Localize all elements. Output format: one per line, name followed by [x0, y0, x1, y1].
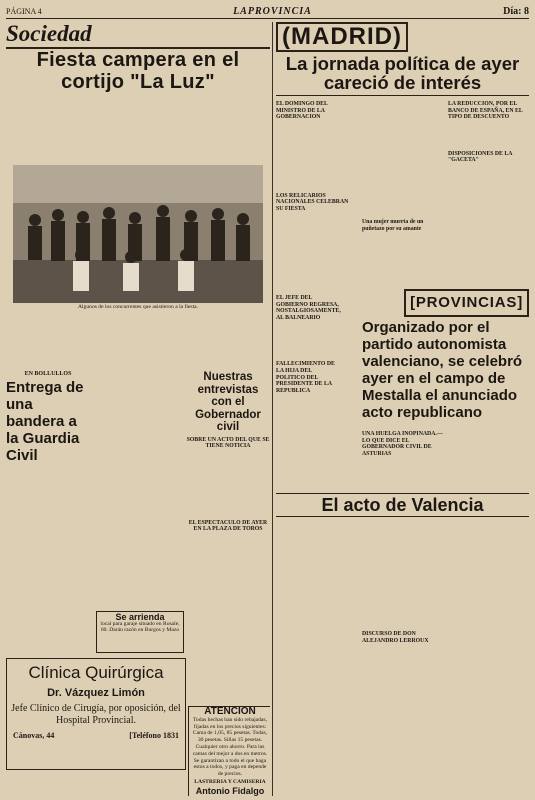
headline-gaceta: DISPOSICIONES DE LA "GACETA" [448, 150, 513, 164]
attention-body: Todas hechas han sido rebajadas, fijadas en los precios siguientes: Cama de 1,05, 85 pesetas. Todas, 30 pesetas. Sillas 15 pesetas. Cualquier otro ahorro. Para las camas del mejor a dos en metros. Se garantizan a todo el que haga estos a todos, y paga en depende de precios. [192, 716, 268, 778]
column-divider [272, 22, 273, 796]
madrid-headline: La jornada política de ayer careció de interés [276, 54, 529, 96]
madrid-col-3 [448, 99, 529, 289]
provincias-col-2 [362, 429, 443, 489]
provincias-col-3 [448, 429, 529, 489]
page-header [6, 4, 529, 19]
interview-headline: Nuestras entrevistas con el Gobernador civil [195, 371, 261, 433]
valencia-articles [276, 521, 529, 741]
rent-ad-body: local para garaje situado en Rosale, 60. Darán razón en Burgos y Mazo [100, 620, 180, 634]
headline-relicarios: LOS RELICARIOS NACIONALES CELEBRAN SU FIESTA [276, 192, 349, 212]
photo-caption: Algunos de los concurrentes que asistieron a la fiesta. [77, 304, 199, 310]
rent-ad-title: Se arrienda [115, 612, 165, 622]
madrid-lower-col-1 [276, 289, 341, 409]
clinic-contact [7, 727, 185, 740]
provincias-section-title: [PROVINCIAS] [404, 289, 529, 317]
provincias-col-1 [276, 429, 357, 489]
article-body-intro [6, 96, 270, 162]
headline-lerroux: DISCURSO DE DON ALEJANDRO LERROUX [362, 631, 429, 644]
section-title: Sociedad [6, 22, 270, 49]
right-column [276, 22, 529, 796]
photo-graphic [13, 165, 263, 303]
bullfight-subhead: EL ESPECTACULO DE AYER EN LA PLAZA DE TOROS [188, 519, 268, 533]
headline-death: FALLECIMIENTO DE LA HIJA DEL POLITICO DEL PRESIDENTE DE LA REPUBLICA [276, 361, 335, 394]
day-label: Día: 8 [503, 5, 529, 17]
headline-bank: LA REDUCCION, POR EL BANCO DE ESPAÑA, EN EL TIPO DE DESCUENTO [448, 101, 523, 121]
headline-strike: UNA HUELGA INOPINADA.—LO QUE DICE EL GOBERNADOR CIVIL DE ASTURIAS [362, 431, 443, 457]
madrid-col-1 [276, 99, 357, 289]
clinic-ad [6, 658, 186, 770]
valencia-col-2 [362, 521, 443, 741]
headline-minister: EL DOMINGO DEL MINISTRO DE LA GOBERNACION [276, 101, 328, 121]
attention-name: Antonio Fidalgo [195, 785, 265, 796]
clinic-address: Cánovas, 44 [13, 731, 55, 740]
clinic-title: Clínica Quirúrgica [28, 663, 164, 682]
attention-title: ATENCION [204, 706, 256, 717]
interview-subhead: SOBRE UN ACTO DEL QUE SE TIENE NOTICIA [186, 436, 270, 450]
page-label: PÁGINA 4 [6, 6, 42, 16]
madrid-section-title: (MADRID) [276, 22, 408, 52]
lower-section [6, 368, 270, 534]
rent-ad [96, 611, 184, 653]
bollullos-article [6, 368, 90, 534]
madrid-articles [276, 99, 529, 289]
clinic-phone: [Teléfono 1831 [129, 731, 179, 740]
bollullos-headline: Entrega de una bandera a la Guardia Civil [6, 379, 84, 464]
provincias-headline: Organizado por el partido autonomista valenciano, se celebró ayer en el campo de Mestalla el anunciado acto republicano [362, 319, 523, 421]
provincias-articles [276, 429, 529, 489]
headline-government: EL JEFE DEL GOBIERNO REGRESA, NOSTALGIOSAMENTE, AL BALNEARIO [276, 295, 341, 321]
valencia-col-1 [276, 521, 357, 741]
headline-woman: Una mujer muerta de un puñetazo por su amante [362, 219, 424, 232]
main-headline: Fiesta campera en el cortijo "La Luz" [36, 49, 240, 93]
attention-store: LASTRERIA Y CAMISERIA [194, 778, 266, 785]
event-photo [13, 165, 263, 303]
interview-article [186, 368, 270, 534]
bollullos-kicker: EN BOLLULLOS [24, 371, 72, 377]
clinic-doctor: Dr. Vázquez Limón [47, 687, 145, 699]
middle-article [93, 368, 183, 534]
article-body-continued [6, 313, 270, 365]
attention-ad [188, 706, 270, 796]
valencia-headline: El acto de Valencia [276, 493, 529, 517]
left-column [6, 22, 270, 796]
madrid-col-2 [362, 99, 443, 289]
valencia-col-3 [448, 521, 529, 741]
clinic-description: Jefe Clínico de Cirugía, por oposición, del Hospital Provincial. [11, 703, 181, 726]
masthead: LAPROVINCIA [233, 5, 312, 17]
